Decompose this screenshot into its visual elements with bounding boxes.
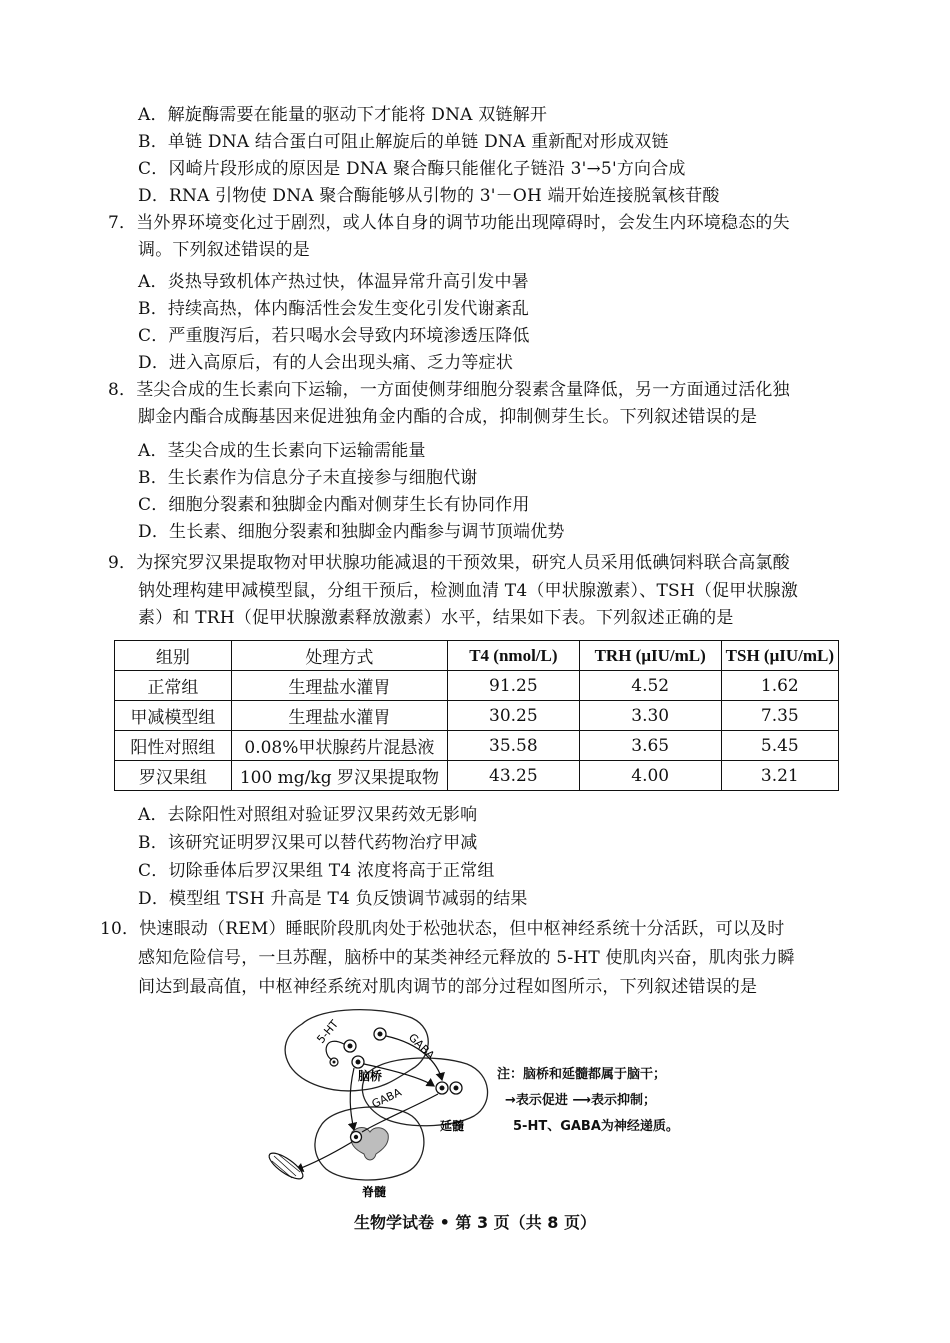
cell-t4: 91.25 bbox=[448, 671, 580, 701]
label-medulla: 延髓 bbox=[440, 1119, 465, 1133]
cell-tsh: 3.21 bbox=[721, 761, 838, 791]
q6-option-a: A．解旋酶需要在能量的驱动下才能将 DNA 双链解开 bbox=[138, 105, 548, 125]
label-spinal-cord: 脊髓 bbox=[362, 1185, 387, 1199]
cell-trh: 4.00 bbox=[579, 761, 721, 791]
q9-option-b: B．该研究证明罗汉果可以替代药物治疗甲减 bbox=[138, 833, 478, 853]
q6-option-c: C．冈崎片段形成的原因是 DNA 聚合酶只能催化子链沿 3'→5'方向合成 bbox=[138, 159, 686, 179]
q8-stem-line1: 8．茎尖合成的生长素向下运输，一方面使侧芽细胞分裂素含量降低，另一方面通过活化独 bbox=[108, 380, 790, 400]
cell-treatment: 生理盐水灌胃 bbox=[231, 671, 447, 701]
page-footer: 生物学试卷 • 第 3 页（共 8 页） bbox=[354, 1213, 596, 1232]
table-row bbox=[115, 671, 839, 701]
q7-stem-line1: 7．当外界环境变化过于剧烈，或人体自身的调节功能出现障碍时，会发生内环境稳态的失 bbox=[108, 213, 790, 233]
diagram-note-2: →表示促进 ⟶表示抑制； bbox=[505, 1093, 657, 1108]
cell-trh: 3.65 bbox=[579, 731, 721, 761]
q9-stem-line1: 9．为探究罗汉果提取物对甲状腺功能减退的干预效果，研究人员采用低碘饲料联合高氯酸 bbox=[108, 553, 790, 573]
neuron-medulla-2 bbox=[450, 1082, 462, 1094]
cell-treatment: 100 mg/kg 罗汉果提取物 bbox=[231, 761, 447, 791]
q8-option-a: A．茎尖合成的生长素向下运输需能量 bbox=[138, 441, 426, 461]
q8-option-c: C．细胞分裂素和独脚金内酯对侧芽生长有协同作用 bbox=[138, 495, 530, 515]
cell-tsh: 1.62 bbox=[721, 671, 838, 701]
q8-option-b: B．生长素作为信息分子未直接参与细胞代谢 bbox=[138, 468, 478, 488]
q9-option-c: C．切除垂体后罗汉果组 T4 浓度将高于正常组 bbox=[138, 861, 495, 881]
neuron-pons-right bbox=[374, 1028, 386, 1040]
cell-t4: 30.25 bbox=[448, 701, 580, 731]
q10-stem-line3: 间达到最高值，中枢神经系统对肌肉调节的部分过程如图所示，下列叙述错误的是 bbox=[138, 977, 758, 997]
header-tsh: TSH (μIU/mL) bbox=[721, 641, 838, 671]
q9-option-d: D．模型组 TSH 升高是 T4 负反馈调节减弱的结果 bbox=[138, 889, 528, 909]
cell-group: 罗汉果组 bbox=[115, 761, 232, 791]
q10-stem-line2: 感知危险信号，一旦苏醒，脑桥中的某类神经元释放的 5-HT 使肌肉兴奋，肌肉张力瞬 bbox=[138, 948, 795, 968]
pathway-5ht-loop bbox=[326, 1041, 344, 1060]
q9-results-table bbox=[114, 640, 839, 791]
cell-group: 甲减模型组 bbox=[115, 701, 232, 731]
q7-option-a: A．炎热导致机体产热过快，体温异常升高引发中暑 bbox=[138, 272, 529, 292]
label-gaba-mid: GABA bbox=[369, 1085, 404, 1111]
cell-treatment: 生理盐水灌胃 bbox=[231, 701, 447, 731]
header-trh: TRH (μIU/mL) bbox=[579, 641, 721, 671]
q9-stem-line3: 素）和 TRH（促甲状腺激素释放激素）水平，结果如下表。下列叙述正确的是 bbox=[138, 608, 734, 628]
muscle-icon bbox=[266, 1149, 307, 1183]
q8-option-d: D．生长素、细胞分裂素和独脚金内酯参与调节顶端优势 bbox=[138, 522, 565, 542]
header-treatment: 处理方式 bbox=[231, 641, 447, 671]
neuron-medulla-1 bbox=[436, 1082, 448, 1094]
neuron-spinal-motor bbox=[351, 1132, 362, 1143]
cell-trh: 4.52 bbox=[579, 671, 721, 701]
q8-stem-line2: 脚金内酯合成酶基因来促进独角金内酯的合成，抑制侧芽生长。下列叙述错误的是 bbox=[138, 407, 758, 427]
diagram-note-1: 注：脑桥和延髓都属于脑干； bbox=[497, 1067, 667, 1082]
neuron-pons-5ht bbox=[344, 1040, 356, 1052]
cell-t4: 35.58 bbox=[448, 731, 580, 761]
pons-outline bbox=[285, 1010, 428, 1091]
cell-tsh: 7.35 bbox=[721, 701, 838, 731]
table-row bbox=[115, 701, 839, 731]
q10-stem-line1: 10．快速眼动（REM）睡眠阶段肌肉处于松弛状态，但中枢神经系统十分活跃，可以及时 bbox=[100, 919, 785, 939]
q6-option-d: D．RNA 引物使 DNA 聚合酶能够从引物的 3'－OH 端开始连接脱氧核苷酸 bbox=[138, 186, 720, 206]
q7-option-c: C．严重腹泻后，若只喝水会导致内环境渗透压降低 bbox=[138, 326, 530, 346]
table-row bbox=[115, 761, 839, 791]
table-header-row bbox=[115, 641, 839, 671]
q7-option-d: D．进入高原后，有的人会出现头痛、乏力等症状 bbox=[138, 353, 514, 373]
cell-treatment: 0.08%甲状腺药片混悬液 bbox=[231, 731, 447, 761]
pathway-pons-to-spinal bbox=[350, 1068, 354, 1130]
header-t4: T4 (nmol/L) bbox=[448, 641, 580, 671]
table-row bbox=[115, 731, 839, 761]
label-5ht: 5-HT bbox=[314, 1017, 341, 1046]
q9-option-a: A．去除阳性对照组对验证罗汉果药效无影响 bbox=[138, 805, 478, 825]
cell-t4: 43.25 bbox=[448, 761, 580, 791]
q7-option-b: B．持续高热，体内酶活性会发生变化引发代谢紊乱 bbox=[138, 299, 530, 319]
cell-tsh: 5.45 bbox=[721, 731, 838, 761]
cell-trh: 3.30 bbox=[579, 701, 721, 731]
q6-option-b: B．单链 DNA 结合蛋白可阻止解旋后的单链 DNA 重新配对形成双链 bbox=[138, 132, 669, 152]
cell-group: 正常组 bbox=[115, 671, 232, 701]
q7-stem-line2: 调。下列叙述错误的是 bbox=[138, 240, 310, 260]
q9-stem-line2: 钠处理构建甲减模型鼠，分组干预后，检测血清 T4（甲状腺激素）、TSH（促甲状腺激 bbox=[138, 581, 799, 601]
label-pons: 脑桥 bbox=[358, 1069, 383, 1083]
diagram-note-3: 5-HT、GABA为神经递质。 bbox=[513, 1119, 679, 1134]
neuron-pons-lower bbox=[352, 1056, 364, 1068]
label-gaba-top: GABA bbox=[405, 1030, 438, 1063]
pathway-spinal-to-muscle bbox=[296, 1142, 352, 1170]
cell-group: 阳性对照组 bbox=[115, 731, 232, 761]
header-group: 组别 bbox=[115, 641, 232, 671]
